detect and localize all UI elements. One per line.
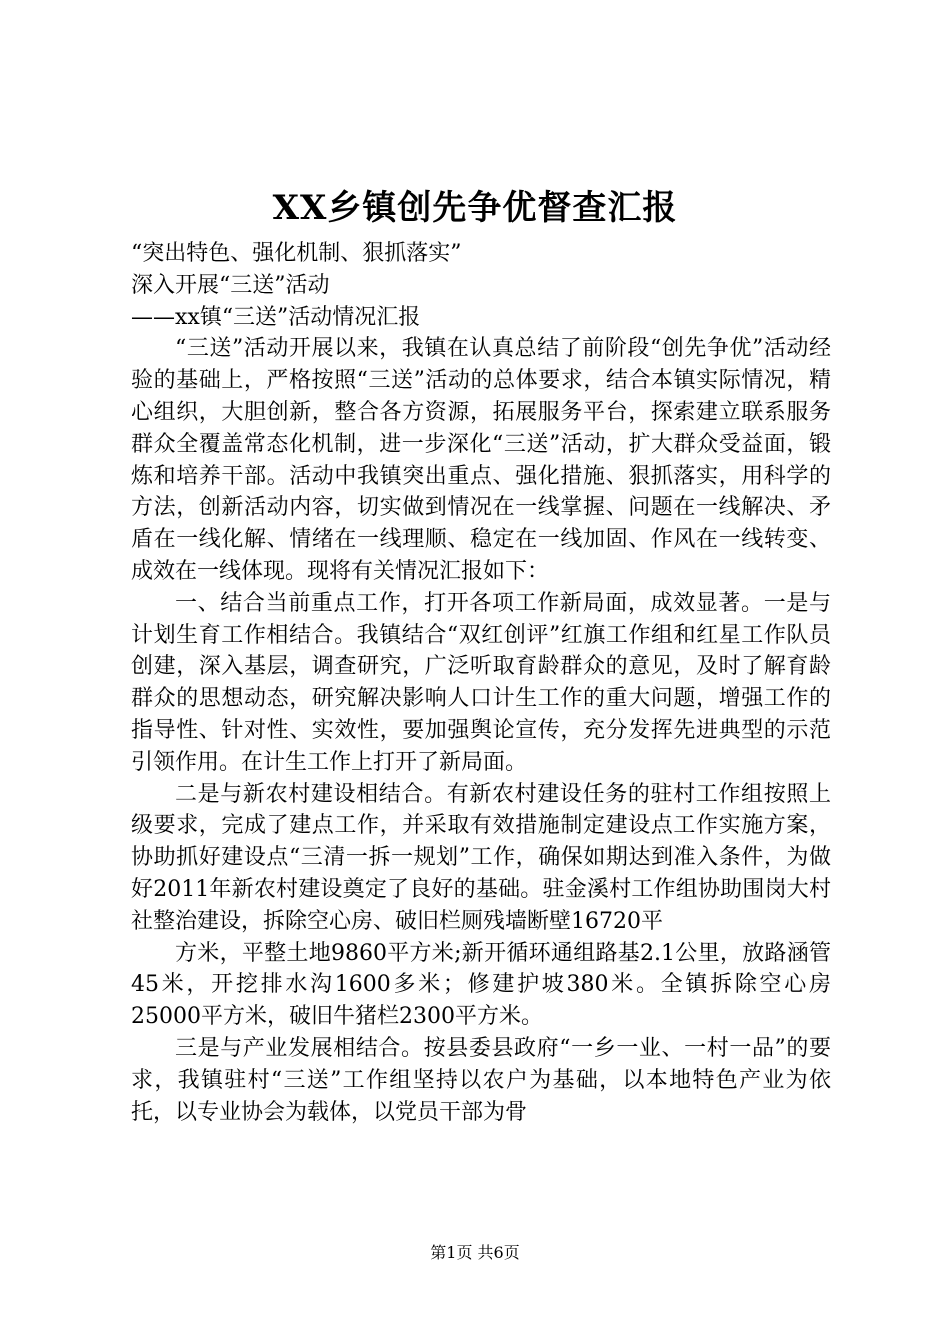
paragraph-intro: “三送”活动开展以来，我镇在认真总结了前阶段“创先争优”活动经验的基础上，严格按照“三送”活动的总体要求，结合本镇实际情况，精心组织，大胆创新，整合各方资源，拓展服务平台，探索建立联系服务群众全覆盖常态化机制，进一步深化“三送”活动，扩大群众受益面，锻炼和培养干部。活动中我镇突出重点、强化措施、狠抓落实，用科学的方法，创新活动内容，切实做到情况在一线掌握、问题在一线解决、矛盾在一线化解、情绪在一线理顺、稳定在一线加固、作风在一线转变、成效在一线体现。现将有关情况汇报如下：: [131, 336, 831, 584]
paragraph-new-rural: 二是与新农村建设相结合。有新农村建设任务的驻村工作组按照上级要求，完成了建点工作，并采取有效措施制定建设点工作实施方案，协助抓好建设点“三清一拆一规划”工作，确保如期达到准入条件，为做好2011年新农村建设奠定了良好的基础。驻金溪村工作组协助围岗大村社整治建设，拆除空心房、破旧栏厕残墙断壁16720平: [131, 781, 831, 934]
subhead-report: ——xx镇“三送”活动情况汇报: [131, 304, 421, 330]
paragraph-section-one: 一、结合当前重点工作，打开各项工作新局面，成效显著。一是与计划生育工作相结合。我镇结合“双红创评”红旗工作组和红星工作队员创建，深入基层，调查研究，广泛听取育龄群众的意见，及时了解育龄群众的思想动态，研究解决影响人口计生工作的重大问题，增强工作的指导性、针对性、实效性，要加强舆论宣传，充分发挥先进典型的示范引领作用。在计生工作上打开了新局面。: [131, 590, 831, 775]
subhead-slogan: “突出特色、强化机制、狠抓落实”: [131, 241, 462, 266]
subhead-activity: 深入开展“三送”活动: [131, 272, 330, 298]
document-title: XX乡镇创先争优督查汇报: [272, 188, 678, 228]
paragraph-figures: 方米，平整土地9860平方米;新开循环通组路基2.1公里，放路涵管45米，开挖排水沟1600多米；修建护坡380米。全镇拆除空心房25000平方米，破旧牛猪栏2300平方米。: [131, 940, 831, 1030]
document-body: [131, 238, 831, 1128]
paragraph-industry: 三是与产业发展相结合。按县委县政府“一乡一业、一村一品”的要求，我镇驻村“三送”工作组坚持以农户为基础，以本地特色产业为依托，以专业协会为载体，以党员干部为骨: [131, 1035, 831, 1125]
page-footer: 第1页 共6页: [430, 1243, 520, 1262]
